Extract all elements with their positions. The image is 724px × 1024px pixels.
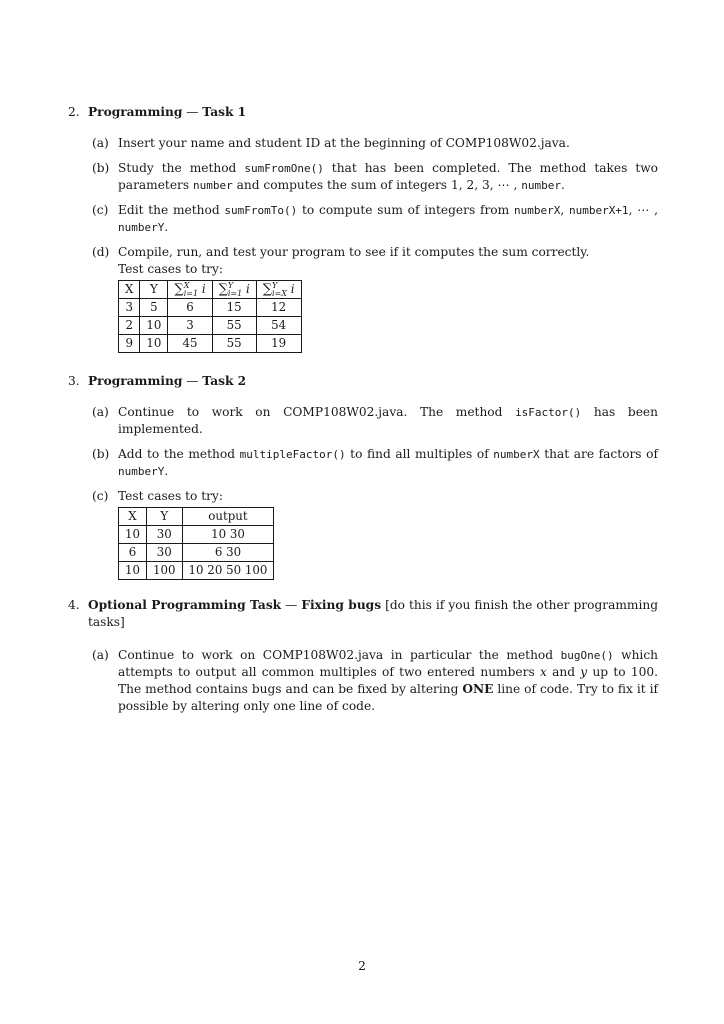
code-number: number bbox=[193, 179, 233, 192]
item-text: . bbox=[561, 178, 565, 192]
item-label: (c) bbox=[92, 203, 109, 217]
section-heading bbox=[68, 373, 658, 390]
code-numberX: numberX bbox=[513, 204, 561, 217]
section-heading bbox=[68, 597, 658, 631]
code-numberY: numberY bbox=[118, 221, 165, 234]
test-cases-label: Test cases to try: bbox=[118, 489, 223, 503]
item-text: that has been completed. The method takes two parameters bbox=[118, 161, 658, 192]
item-text: Compile, run, and test your program to see if it computes the sum correctly. bbox=[118, 245, 590, 259]
table-cell: 12 bbox=[256, 299, 301, 317]
code-number: number bbox=[521, 179, 562, 192]
item-text: Continue to work on COMP108W02.java in particular the method bbox=[118, 648, 561, 662]
table-cell: 55 bbox=[212, 335, 256, 353]
item-text: Study the method bbox=[118, 161, 245, 175]
column-header-y: Y bbox=[140, 281, 168, 299]
section-heading bbox=[68, 104, 658, 121]
item-text: and computes the sum of integers 1, 2, 3, ⋯ , bbox=[232, 178, 522, 192]
code-bugOne: bugOne() bbox=[560, 649, 614, 662]
list-item bbox=[92, 244, 658, 353]
item-text: . bbox=[164, 220, 169, 234]
table-cell: 3 bbox=[168, 317, 212, 335]
table-cell: 54 bbox=[256, 317, 301, 335]
table-cell: 15 bbox=[212, 299, 256, 317]
item-text: that are factors of bbox=[539, 447, 658, 461]
section-optional-task bbox=[68, 597, 658, 723]
math-var-x: x bbox=[539, 665, 547, 679]
emphasis-one: ONE bbox=[462, 682, 494, 696]
table-cell: 30 bbox=[147, 544, 183, 562]
item-text: Edit the method bbox=[118, 203, 225, 217]
table-cell: 10 bbox=[140, 317, 168, 335]
table-cell: 19 bbox=[256, 335, 301, 353]
item-text: to compute sum of integers from bbox=[297, 203, 514, 217]
item-label: (c) bbox=[92, 489, 109, 503]
code-numberY: numberY bbox=[118, 465, 165, 478]
item-list bbox=[68, 404, 658, 580]
code-sumFromTo: sumFromTo() bbox=[224, 204, 298, 217]
section-number: 3. bbox=[68, 374, 80, 388]
math-var-y: y bbox=[580, 665, 588, 679]
column-header-x: X bbox=[119, 281, 140, 299]
table-row bbox=[119, 526, 274, 544]
item-text: and bbox=[546, 665, 581, 679]
item-text: , bbox=[560, 203, 569, 217]
column-header-sum-1-to-y: ∑Y i=1 i bbox=[212, 281, 256, 299]
table-cell: 10 30 bbox=[182, 526, 274, 544]
section-subtitle: Task 1 bbox=[202, 105, 247, 119]
section-dash: — bbox=[186, 105, 199, 119]
section-dash: — bbox=[186, 374, 199, 388]
code-multipleFactor: multipleFactor() bbox=[239, 448, 346, 461]
section-task-2 bbox=[68, 373, 658, 588]
column-header-sum-x-to-y: ∑Y i=X i bbox=[256, 281, 301, 299]
item-list bbox=[68, 647, 658, 715]
test-cases-table-sum bbox=[118, 280, 302, 353]
table-header-row bbox=[119, 508, 274, 526]
list-item bbox=[92, 135, 658, 152]
table-row bbox=[119, 317, 302, 335]
item-text: , ⋯ , bbox=[628, 203, 659, 217]
item-text: Insert your name and student ID at the beginning of COMP108W02.java. bbox=[118, 136, 570, 150]
item-text: has been implemented. bbox=[118, 405, 658, 436]
table-cell: 6 bbox=[119, 544, 147, 562]
table-cell: 55 bbox=[212, 317, 256, 335]
table-row bbox=[119, 562, 274, 580]
item-label: (a) bbox=[92, 405, 109, 419]
item-text: Continue to work on COMP108W02.java. The method bbox=[118, 405, 516, 419]
list-item bbox=[92, 202, 659, 236]
list-item bbox=[92, 647, 659, 715]
list-item bbox=[92, 446, 658, 480]
item-text: Add to the method bbox=[118, 447, 240, 461]
table-cell: 3 bbox=[119, 299, 140, 317]
item-list bbox=[68, 135, 658, 353]
column-header-x: X bbox=[119, 508, 147, 526]
table-cell: 6 bbox=[168, 299, 212, 317]
table-cell: 10 bbox=[140, 335, 168, 353]
table-cell: 100 bbox=[147, 562, 183, 580]
code-numberX-plus-1: numberX+1 bbox=[568, 204, 629, 217]
table-cell: 9 bbox=[119, 335, 140, 353]
section-title: Programming bbox=[88, 105, 183, 119]
item-text: to find all multiples of bbox=[345, 447, 494, 461]
code-numberX: numberX bbox=[493, 448, 540, 461]
section-number: 2. bbox=[68, 105, 80, 119]
item-label: (a) bbox=[92, 136, 109, 150]
column-header-sum-1-to-x: ∑X i=1 i bbox=[168, 281, 212, 299]
item-label: (b) bbox=[92, 447, 110, 461]
item-text: which attempts to output all common multiples of two entered numbers bbox=[118, 648, 658, 679]
item-text: . bbox=[164, 464, 169, 478]
page-number: 2 bbox=[358, 959, 366, 973]
item-text: up to 100. The method contains bugs and can be fixed by altering bbox=[118, 665, 659, 696]
table-row bbox=[119, 544, 274, 562]
section-subtitle: Fixing bugs bbox=[301, 598, 382, 612]
code-isFactor: isFactor() bbox=[515, 406, 582, 419]
item-label: (a) bbox=[92, 648, 109, 662]
test-cases-label: Test cases to try: bbox=[118, 262, 223, 276]
table-cell: 10 bbox=[119, 562, 147, 580]
table-cell: 30 bbox=[147, 526, 183, 544]
test-cases-table-factors bbox=[118, 507, 274, 580]
item-label: (b) bbox=[92, 161, 110, 175]
list-item bbox=[92, 404, 658, 438]
table-cell: 5 bbox=[140, 299, 168, 317]
section-dash: — bbox=[285, 598, 298, 612]
table-cell: 45 bbox=[168, 335, 212, 353]
table-cell: 2 bbox=[119, 317, 140, 335]
section-note: [do this if you finish the other programming tasks] bbox=[88, 598, 659, 629]
table-header-row bbox=[119, 281, 302, 299]
table-row bbox=[119, 299, 302, 317]
table-cell: 6 30 bbox=[182, 544, 274, 562]
table-row bbox=[119, 335, 302, 353]
item-text: line of code. Try to fix it if possible by altering only one line of code. bbox=[118, 682, 658, 713]
section-subtitle: Task 2 bbox=[202, 374, 247, 388]
code-sumFromOne: sumFromOne() bbox=[244, 162, 324, 175]
item-label: (d) bbox=[92, 245, 110, 259]
section-task-1 bbox=[68, 104, 658, 361]
list-item bbox=[92, 488, 658, 580]
column-header-y: Y bbox=[147, 508, 183, 526]
table-cell: 10 bbox=[119, 526, 147, 544]
table-cell: 10 20 50 100 bbox=[182, 562, 274, 580]
section-title: Optional Programming Task bbox=[88, 598, 282, 612]
section-title: Programming bbox=[88, 374, 183, 388]
column-header-output: output bbox=[182, 508, 274, 526]
list-item bbox=[92, 160, 658, 194]
section-number: 4. bbox=[68, 598, 80, 612]
